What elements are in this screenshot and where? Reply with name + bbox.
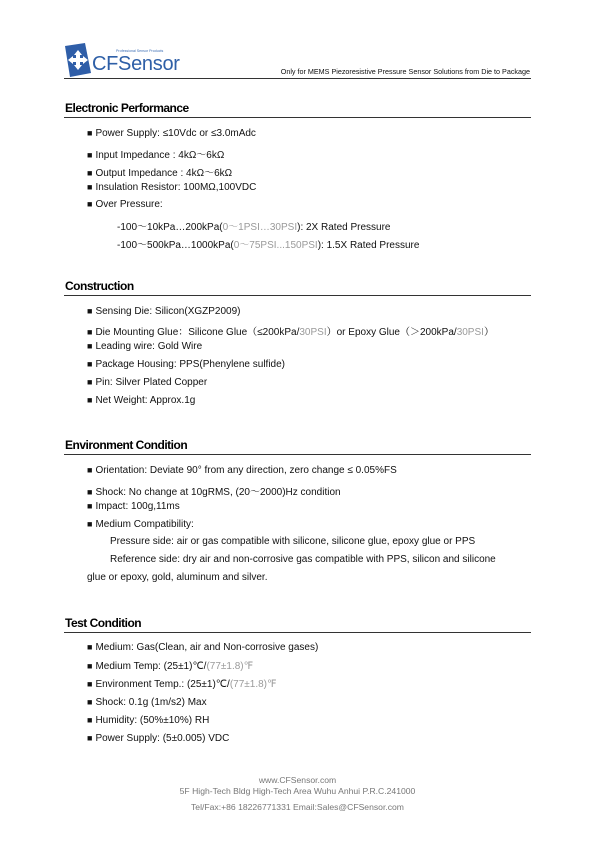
list-item: ■ Orientation: Deviate 90° from any direction, zero change ≤ 0.05%FS: [87, 465, 397, 476]
list-item: ■ Input Impedance : 4kΩ～6kΩ: [87, 150, 225, 161]
list-item: ■ Sensing Die: Silicon(XGZP2009): [87, 306, 241, 317]
list-item: ■ Leading wire: Gold Wire: [87, 341, 203, 352]
list-item: ■ Net Weight: Approx.1g: [87, 395, 196, 406]
footer-address: 5F High-Tech Bldg High-Tech Area Wuhu Anhui P.R.C.241000: [179, 786, 416, 796]
section-title-environment: Environment Condition: [65, 438, 188, 452]
pressure-side-text: Pressure side: air or gas compatible with silicone, silicone glue, epoxy glue or PPS: [110, 536, 476, 547]
section-title-construction: Construction: [65, 279, 134, 293]
logo-mark-icon: [64, 43, 92, 77]
section-rule: [64, 454, 531, 455]
list-item: ■ Power Supply: ≤10Vdc or ≤3.0mAdc: [87, 128, 256, 139]
list-item: ■ Medium: Gas(Clean, air and Non-corrosive gases): [87, 642, 319, 653]
list-item: ■ Output Impedance : 4kΩ～6kΩ: [87, 168, 233, 179]
section-rule: [64, 117, 531, 118]
logo-text: CFSensor: [92, 53, 180, 75]
footer-contact: Tel/Fax:+86 18226771331 Email:Sales@CFSensor.com: [191, 802, 404, 812]
over-pressure-line: -100～10kPa…200kPa(0～1PSI…30PSI): 2X Rated Pressure: [117, 222, 391, 233]
list-item: ■ Environment Temp.: (25±1)℃/(77±1.8)℉: [87, 679, 277, 690]
company-logo: [64, 42, 204, 78]
footer-website: www.CFSensor.com: [258, 775, 337, 785]
list-item: ■ Insulation Resistor: 100MΩ,100VDC: [87, 182, 257, 193]
list-item: ■ Pin: Silver Plated Copper: [87, 377, 208, 388]
reference-side-text: Reference side: dry air and non-corrosive gas compatible with PPS, silicon and silicone: [110, 554, 496, 565]
header-tagline: Only for MEMS Piezoresistive Pressure Sensor Solutions from Die to Package: [280, 67, 530, 76]
section-rule: [64, 295, 531, 296]
list-item: ■ Medium Temp: (25±1)℃/(77±1.8)℉: [87, 661, 254, 672]
over-pressure-line: -100～500kPa…1000kPa(0～75PSI...150PSI): 1.5X Rated Pressure: [117, 240, 420, 251]
list-item: ■ Power Supply: (5±0.005) VDC: [87, 733, 230, 744]
header-rule: [64, 78, 531, 79]
list-item: ■ Medium Compatibility:: [87, 519, 194, 530]
reference-side-continuation: glue or epoxy, gold, aluminum and silver.: [87, 572, 268, 583]
list-item: ■ Package Housing: PPS(Phenylene sulfide): [87, 359, 285, 370]
section-title-electronic: Electronic Performance: [65, 101, 189, 115]
list-item: ■ Shock: No change at 10gRMS, (20～2000)Hz condition: [87, 487, 341, 498]
list-item: ■ Die Mounting Glue：Silicone Glue（≤200kPa/30PSI）or Epoxy Glue（＞200kPa/30PSI）: [87, 327, 494, 338]
page-header: [0, 0, 595, 80]
list-item: ■ Humidity: (50%±10%) RH: [87, 715, 210, 726]
logo-tagline: Professional Sensor Products: [116, 49, 164, 53]
section-rule: [64, 632, 531, 633]
list-item: ■ Shock: 0.1g (1m/s2) Max: [87, 697, 207, 708]
list-item: ■ Over Pressure:: [87, 199, 163, 210]
section-title-test: Test Condition: [65, 616, 142, 630]
list-item: ■ Impact: 100g,11ms: [87, 501, 180, 512]
